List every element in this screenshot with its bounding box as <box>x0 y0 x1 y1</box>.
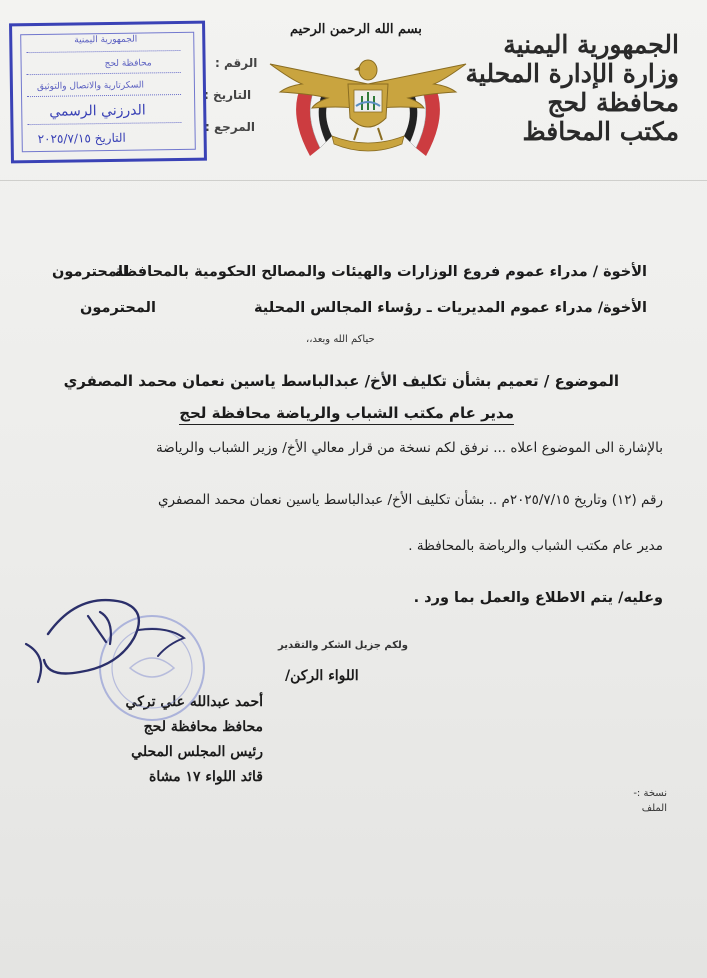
copies-label: نسخة :- <box>633 788 667 799</box>
signatory-title-3: قائد اللواء ١٧ مشاة <box>149 769 263 785</box>
subject-line-1: الموضوع / تعميم بشأن تكليف الأخ/ عبدالباسط ياسين نعمان محمد المصفري <box>63 372 619 390</box>
addressee-1-honorific: المحترمون <box>52 264 128 280</box>
basmala: بسم الله الرحمن الرحيم <box>290 22 422 37</box>
body-line-2: رقم (١٢) وتاريخ ٢٠٢٥/٧/١٥م .. بشأن تكليف الأخ/ عبدالباسط ياسين نعمان محمد المصفري <box>157 492 663 508</box>
letterhead-country: الجمهورية اليمنية <box>503 30 679 59</box>
letterhead-governorate: محافظة لحج <box>547 88 679 117</box>
handwritten-signature <box>18 586 218 696</box>
copies-block <box>633 786 667 816</box>
body-conclusion: وعليه/ يتم الاطلاع والعمل بما ورد . <box>413 590 663 606</box>
ref-reference-label: المرجع : <box>205 120 255 134</box>
stamp-line-republic: الجمهورية اليمنية <box>74 34 138 46</box>
stamp-line-governorate: محافظة لحج <box>104 58 152 70</box>
signatory-name: أحمد عبدالله علي تركي <box>125 694 263 710</box>
yemen-eagle-emblem <box>262 44 474 166</box>
greeting: حياكم الله وبعد،، <box>306 334 375 345</box>
stamp-line-secretariat: السكرتارية والاتصال والتوثيق <box>36 80 145 92</box>
letterhead-ministry: وزارة الإدارة المحلية <box>465 59 679 88</box>
subject-line-2: مدير عام مكتب الشباب والرياضة محافظة لحج <box>179 404 514 425</box>
ref-number-label: الرقم : <box>215 56 258 70</box>
signatory-title-2: رئيس المجلس المحلي <box>131 744 263 760</box>
signatory-title-1: محافظ محافظة لحج <box>143 719 263 735</box>
registration-stamp <box>9 21 207 164</box>
closing-thanks: ولكم جزيل الشكر والتقدير <box>278 640 409 651</box>
signatory-rank: اللواء الركن/ <box>285 668 359 684</box>
stamp-handwritten-number: الدرزني الرسمي <box>49 102 146 120</box>
addressee-line-1: الأخوة / مدراء عموم فروع الوزارات والهيئات والمصالح الحكومية بالمحافظة <box>114 264 647 280</box>
letterhead <box>466 30 679 146</box>
header-divider <box>0 180 707 181</box>
addressee-2-honorific: المحترمون <box>80 300 156 316</box>
letterhead-office: مكتب المحافظ <box>522 117 679 146</box>
ref-date-label: التاريخ : <box>204 88 252 102</box>
body-line-3: مدير عام مكتب الشباب والرياضة بالمحافظة . <box>408 538 663 554</box>
copies-file: الملف <box>641 803 667 814</box>
addressee-line-2: الأخوة/ مدراء عموم المديريات ـ رؤساء المجالس المحلية <box>254 300 647 316</box>
body-line-1: بالإشارة الى الموضوع اعلاه ... نرفق لكم نسخة من قرار معالي الأخ/ وزير الشباب والرياضة <box>155 440 663 456</box>
stamp-handwritten-date: التاريخ ٢٠٢٥/٧/١٥ <box>37 130 126 146</box>
